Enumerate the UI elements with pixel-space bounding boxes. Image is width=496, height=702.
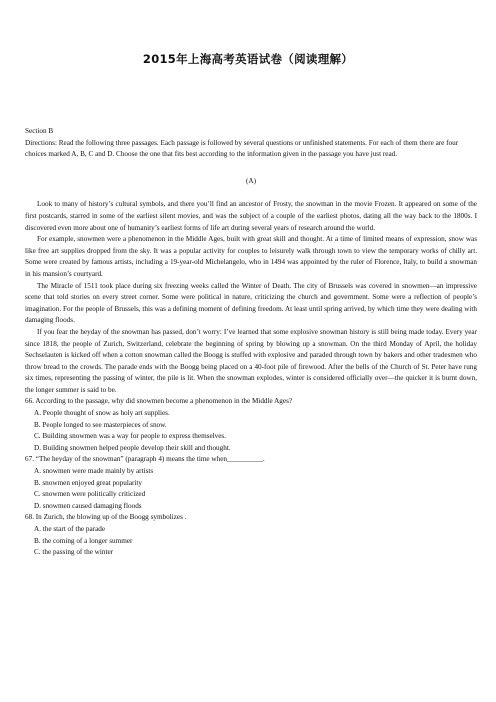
- option-list: [25, 408, 477, 454]
- question-stem: 67. “The heyday of the snowman” (paragraph 4) means the time when__________.: [25, 455, 265, 464]
- option-b: B. People longed to see masterpieces of snow.: [34, 420, 167, 429]
- option-c: C. snowmen were politically criticized: [34, 490, 146, 499]
- option-a: A. snowmen were made mainly by artists: [34, 467, 154, 476]
- directions-text: Directions: Read the following three passages. Each passage is followed by several questions or unfinished statements. For each of them there are four choices marked A, B, C and D. Choose the one that fits best according to the information given in the passage you have just read.: [25, 138, 459, 159]
- option-c: C. Building snowmen was a way for people to express themselves.: [34, 432, 227, 441]
- question-stem: 68. In Zurich, the blowing up of the Boogg symbolizes .: [25, 513, 187, 522]
- passage-paragraph-1: Look to many of history’s cultural symbols, and there you’ll find an ancestor of Frosty, the snowman in the movie Frozen. It appeared on some of the first postcards, starred in some of the earliest silent movies, and was the subject of a couple of the earliest photos, dating all the way back to the 1800s. I discovered even more about one of humanity’s earliest forms of life art during several years of research around the world.: [25, 200, 477, 232]
- question-stem: 66. According to the passage, why did snowmen become a phenomenon in the Middle Ages?: [25, 397, 293, 406]
- document-body: [25, 126, 477, 559]
- option-list: [25, 466, 477, 512]
- passage-paragraph-2: For example, snowmen were a phenomenon in the Middle Ages, built with great skill and thought. At a time of limited means of expression, snow was like free art supplies dropped from the sky. It was a popular activity for couples to leisurely walk through town to view the temporary works of chilly art. Some were created by famous artists, including a 19-year-old Michelangelo, who in 1494 was appointed by the ruler of Florence, Italy, to build a snowman in his mansion’s courtyard.: [25, 235, 477, 278]
- option-d: D. snowmen caused damaging floods: [34, 501, 142, 510]
- option-b: B. snowmen enjoyed great popularity: [34, 478, 142, 487]
- passage-label: (A): [246, 176, 256, 185]
- passage-paragraph-4: If you fear the heyday of the snowman has passed, don’t worry: I’ve learned that some explosive snowman history is still being made today. Every year since 1818, the people of Zurich, Switzerland, celebrate the beginning of spring by blowing up a snowman. On the third Monday of April, the holiday Sechselauten is kicked off when a cotton snowman called the Boogg is stuffed with explosive and paraded through town by bakers and other tradesmen who throw bread to the crowds. The parade ends with the Boogg being placed on a 40-foot pile of firewood. After the bells of the Church of St. Peter have rung six times, representing the passing of winter, the pile is lit. When the snowman explodes, winter is considered officially over—the quicker it is burnt down, the longer summer is said to be.: [25, 327, 477, 394]
- question-68: [25, 512, 477, 558]
- question-66: [25, 396, 477, 454]
- option-b: B. the coming of a longer summer: [34, 536, 133, 545]
- option-list: [25, 524, 477, 559]
- option-a: A. People thought of snow as holy art supplies.: [34, 409, 170, 418]
- option-d: D. Building snowmen helped people develop their skill and thought.: [34, 443, 231, 452]
- section-heading: Section B: [25, 127, 54, 135]
- passage-paragraph-3: The Miracle of 1511 took place during six freezing weeks called the Winter of Death. The city of Brussels was covered in snowmen—an impressive scene that told stories on every street corner. Some were political in nature, criticizing the church and government. Some were a reflection of people’s imagination. For the people of Brussels, this was a defining moment of defining freedom. At least until spring arrived, by which time they were dealing with damaging floods.: [25, 281, 477, 325]
- option-c: C. the passing of the winter: [34, 548, 114, 557]
- question-67: [25, 454, 477, 512]
- document-title: 2015年上海高考英语试卷（阅读理解）: [142, 52, 354, 66]
- option-a: A. the start of the parade: [34, 525, 106, 533]
